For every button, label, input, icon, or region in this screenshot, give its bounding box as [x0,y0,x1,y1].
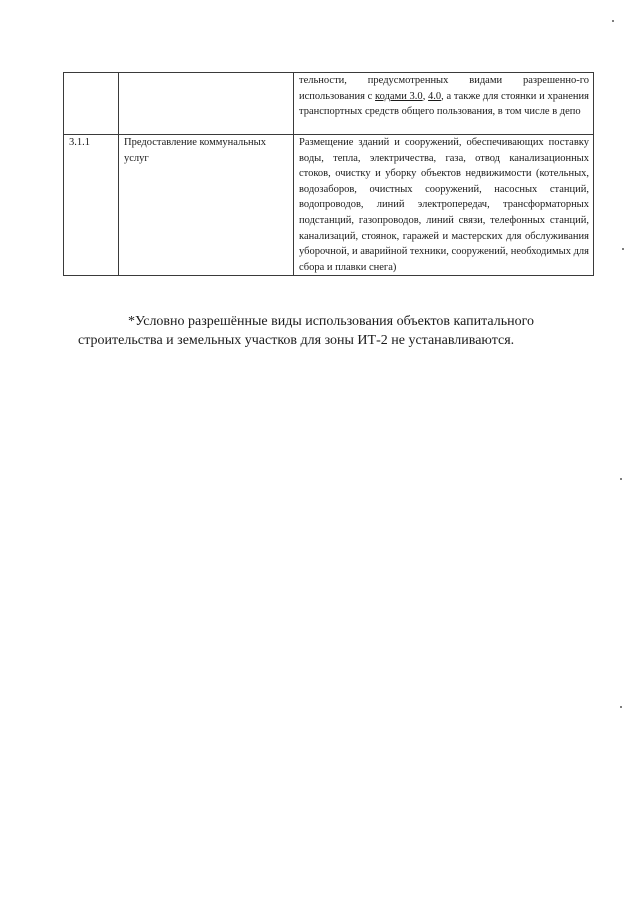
footnote-line: строительства и земельных участков для зоны ИТ-2 не устанавливаются. [78,333,515,348]
footnote [78,312,608,350]
code-cell: 3.1.1 [64,135,119,276]
code-link-4-0: 4.0 [428,90,442,102]
description-cell: Размещение зданий и сооружений, обеспечивающих поставку воды, тепла, электричества, газа, отвод канализационных стоков, очистку и уборку объектов недвижимости (котельных, водозаборов, очистных сооружений, насосных станций, водопроводов, линий электропередач, трансформаторных подстанций, газопроводов, линий связи, телефонных станций, канализаций, стоянок, гаражей и мастерских для обслуживания уборочной, и аварийной техники, сооружений, необходимых для сбора и плавки снега) [294,135,594,276]
name-cell [119,73,294,135]
description-cell [294,73,594,135]
code-link-3-0: кодами 3.0 [375,90,423,102]
permitted-use-table [63,72,594,276]
scan-speck [620,706,622,708]
code-cell [64,73,119,135]
name-cell: Предоставление коммунальных услуг [119,135,294,276]
description-text: тельности, предусмотренных видами разрешенно-го использования с [299,75,589,102]
description-text: , а также для стоянки и хранения транспортных средств общего пользования, в том числе в депо [299,90,589,118]
footnote-line: *Условно разрешённые виды использования объектов капитального [128,314,534,329]
table-row [64,135,594,276]
table-row [64,73,594,135]
scan-speck [620,478,622,480]
scan-speck [612,20,614,22]
description-text: , [422,90,429,102]
scan-speck [622,248,624,250]
